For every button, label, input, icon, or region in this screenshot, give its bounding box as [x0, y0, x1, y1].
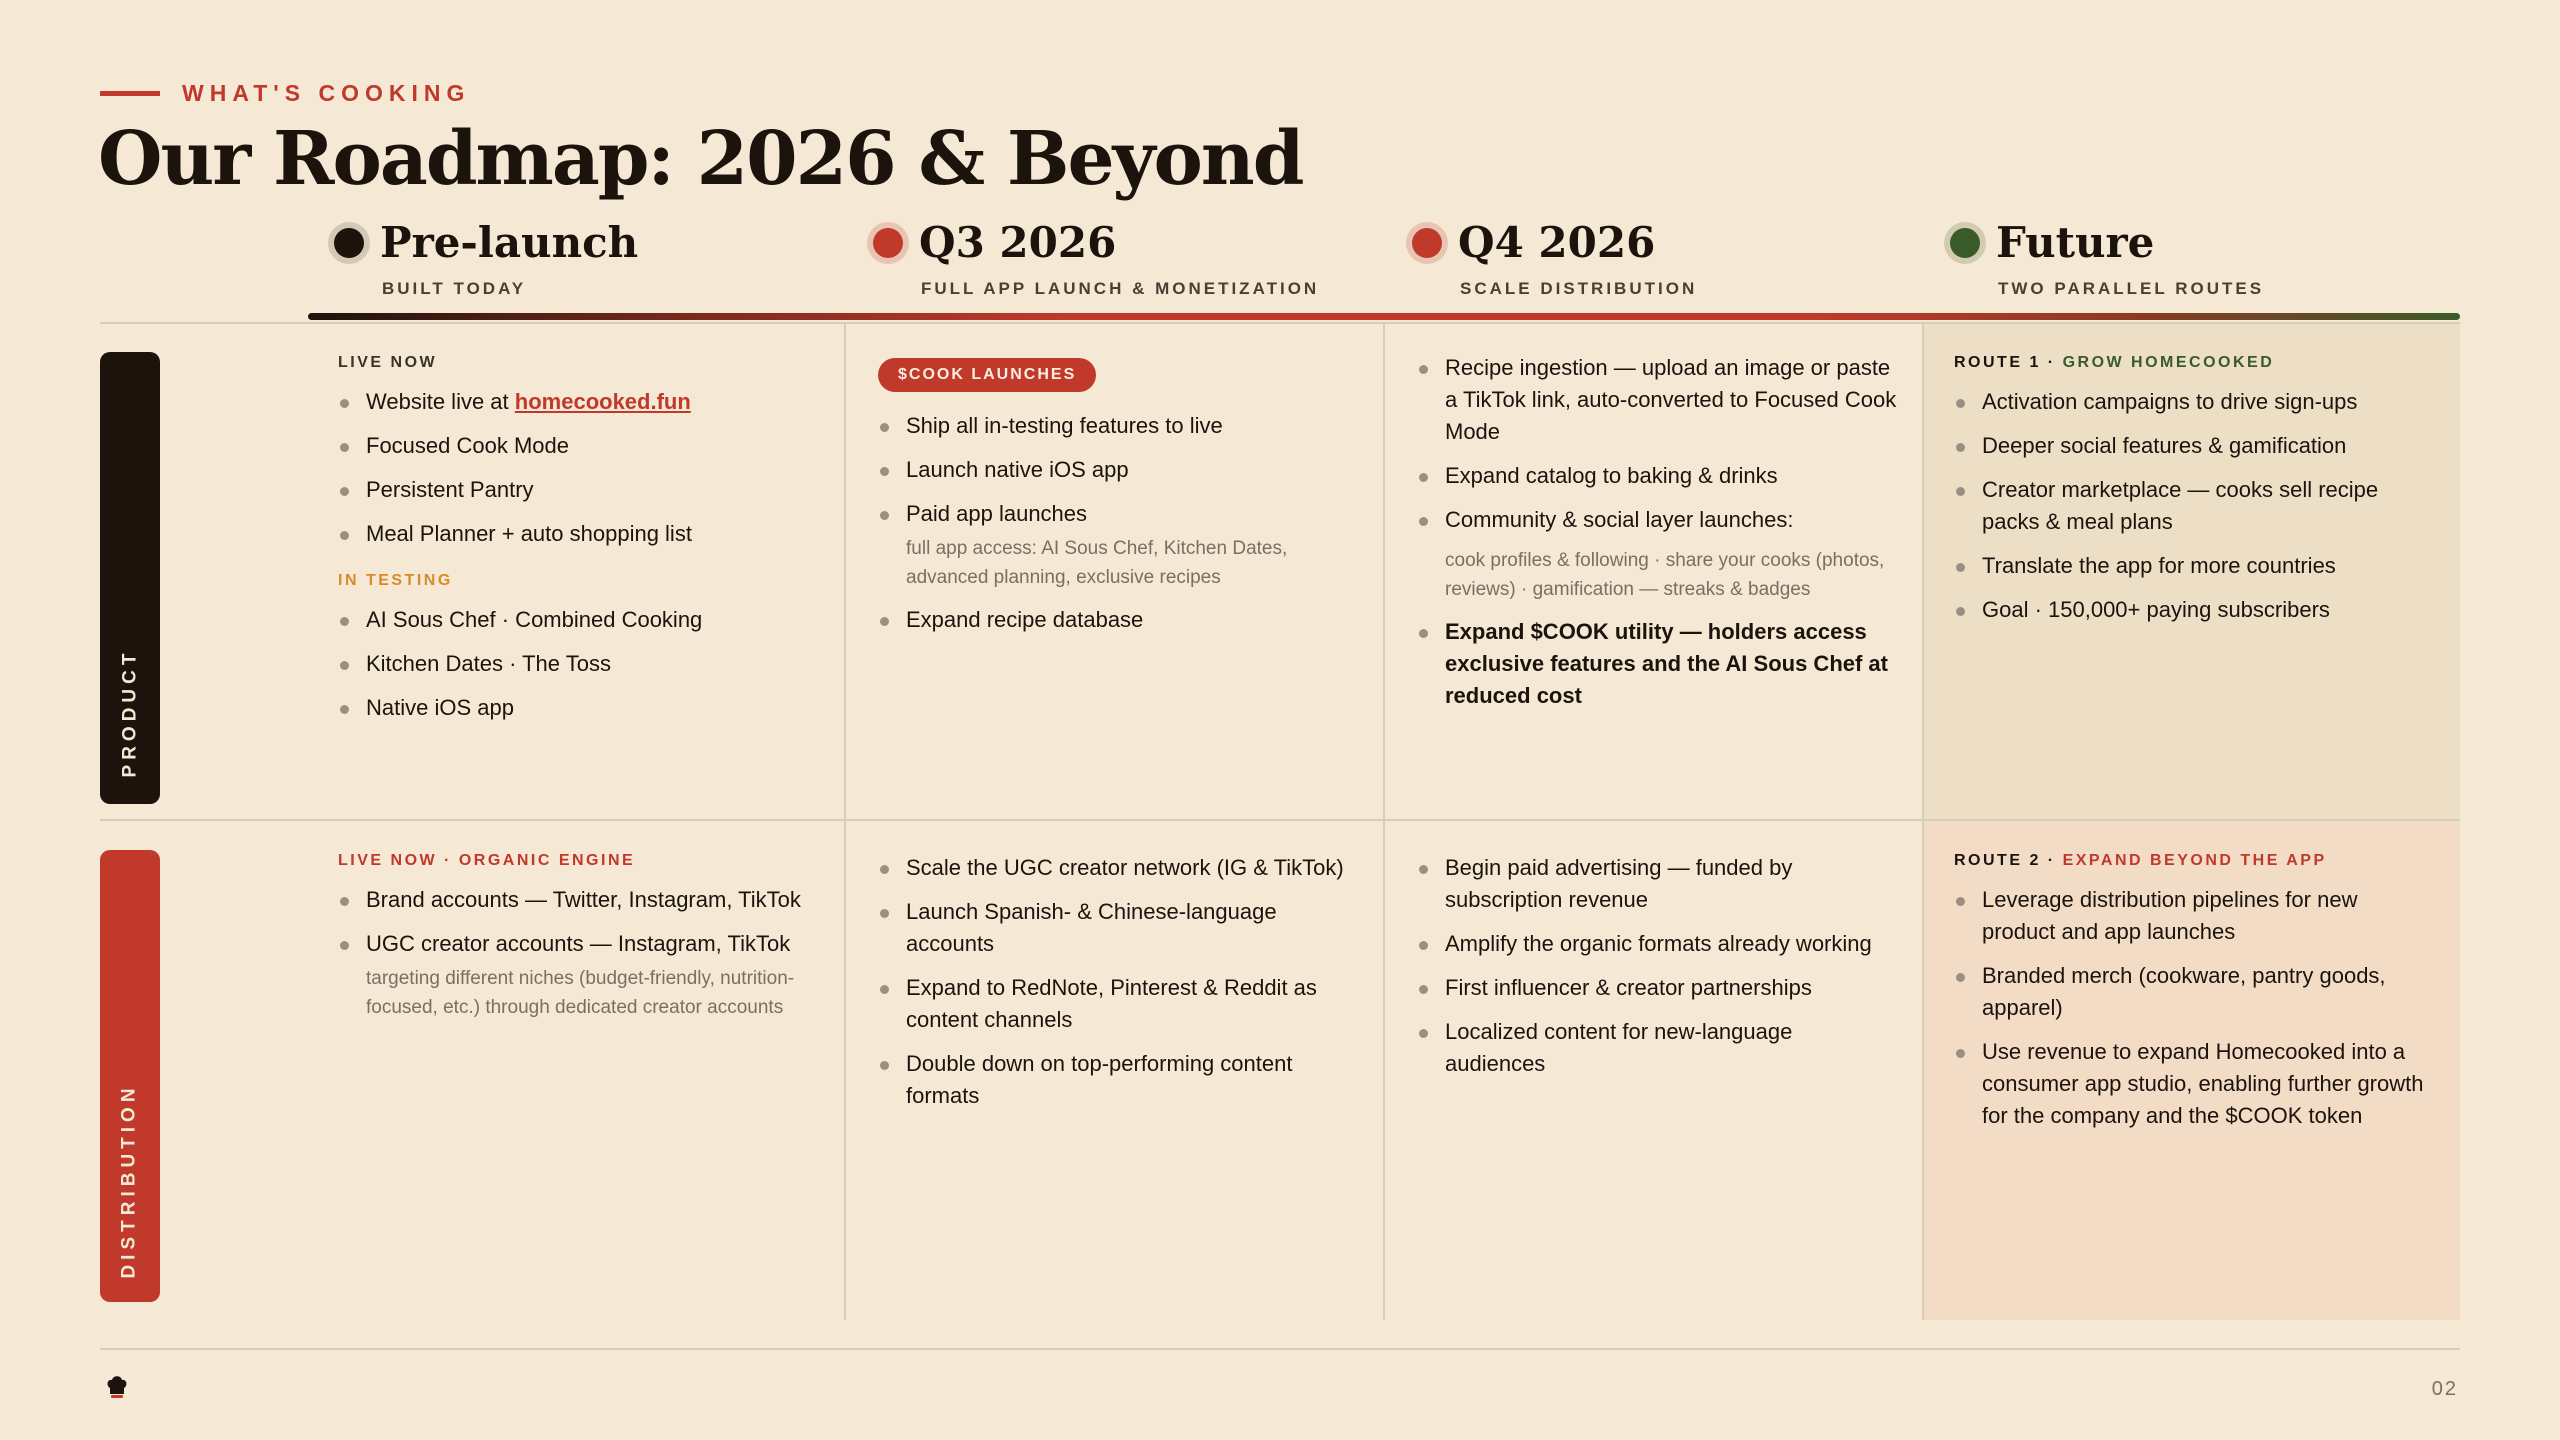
row-label-text: PRODUCT [119, 648, 141, 778]
list-item-text: Paid app launches [906, 501, 1088, 526]
page-number: 02 [2431, 1378, 2458, 1400]
phase-future [1950, 218, 2264, 299]
timeline-bar [308, 313, 2460, 320]
list-item: Kitchen Dates · The Toss [338, 648, 818, 680]
row-label-product [100, 352, 160, 804]
list-item [338, 928, 818, 1022]
row-label-distribution [100, 850, 160, 1302]
list-item [878, 498, 1358, 592]
list-item-note: full app access: AI Sous Chef, Kitchen Dates, advanced planning, exclusive recipes [906, 538, 1288, 588]
list-item [1417, 504, 1897, 604]
list-item: Expand $COOK utility — holders access exclusive features and the AI Sous Chef at reduced cost [1417, 616, 1897, 712]
cook-launch-badge: $COOK LAUNCHES [878, 358, 1096, 392]
list-item: Persistent Pantry [338, 474, 818, 506]
phase-title: Pre-launch [380, 218, 639, 267]
phase-subtitle: BUILT TODAY [382, 279, 527, 298]
list-item: Double down on top-performing content formats [878, 1048, 1358, 1112]
phase-subtitle: TWO PARALLEL ROUTES [1998, 279, 2265, 298]
cell-product-prelaunch [338, 354, 818, 736]
list-item-text: Website live at [366, 389, 515, 414]
website-link[interactable]: homecooked.fun [514, 389, 691, 414]
list [1417, 852, 1897, 1080]
phase-dot-icon [873, 228, 903, 258]
list-item-note: cook profiles & following · share your cooks (photos, reviews) · gamification — streaks & badges [1445, 550, 1885, 600]
route-number: ROUTE 2 · [1954, 852, 2063, 869]
list-item-note: targeting different niches (budget-friendly, nutrition-focused, etc.) through dedicated creator accounts [366, 968, 795, 1018]
list-item: Branded merch (cookware, pantry goods, apparel) [1954, 960, 2434, 1024]
phase-title: Q4 2026 [1458, 218, 1656, 267]
row-divider [100, 819, 2460, 821]
list [338, 884, 818, 1022]
route-label [1954, 852, 2434, 870]
list-item: Expand catalog to baking & drinks [1417, 460, 1897, 492]
phase-q4-2026 [1412, 218, 1697, 299]
list-item: Brand accounts — Twitter, Instagram, TikTok [338, 884, 818, 916]
list [878, 852, 1358, 1112]
footer-divider [100, 1348, 2460, 1350]
list-item [338, 386, 818, 418]
section-label: IN TESTING [338, 572, 453, 589]
list-item-text: Community & social layer launches: [1445, 507, 1794, 532]
chef-hat-icon [106, 1374, 128, 1398]
list-item: Creator marketplace — cooks sell recipe packs & meal plans [1954, 474, 2434, 538]
list [338, 604, 818, 724]
kicker [100, 80, 470, 107]
page-title: Our Roadmap: 2026 & Beyond [98, 116, 1303, 202]
cell-product-future [1954, 354, 2434, 638]
list-item: Launch Spanish- & Chinese-language accounts [878, 896, 1358, 960]
cell-distribution-prelaunch [338, 852, 818, 1034]
list [878, 410, 1358, 636]
kicker-accent-line [100, 91, 160, 96]
phase-subtitle: FULL APP LAUNCH & MONETIZATION [921, 279, 1320, 298]
kicker-text: WHAT'S COOKING [182, 80, 471, 106]
cell-product-q3 [878, 358, 1358, 648]
phase-title: Future [1996, 218, 2155, 267]
list-item: Localized content for new-language audiences [1417, 1016, 1897, 1080]
phase-q3-2026 [873, 218, 1319, 299]
list-item: Native iOS app [338, 692, 818, 724]
column-divider [1383, 322, 1385, 1320]
list-item: Expand recipe database [878, 604, 1358, 636]
list-item: Focused Cook Mode [338, 430, 818, 462]
list-item: Launch native iOS app [878, 454, 1358, 486]
list [1417, 352, 1897, 712]
list-item: Expand to RedNote, Pinterest & Reddit as content channels [878, 972, 1358, 1036]
phase-dot-icon [1412, 228, 1442, 258]
list-item: Meal Planner + auto shopping list [338, 518, 818, 550]
phase-prelaunch [334, 218, 638, 299]
route-label [1954, 354, 2434, 372]
list-item: Ship all in-testing features to live [878, 410, 1358, 442]
list-item: First influencer & creator partnerships [1417, 972, 1897, 1004]
phase-dot-icon [334, 228, 364, 258]
list-item: Recipe ingestion — upload an image or paste a TikTok link, auto-converted to Focused Cook Mode [1417, 352, 1897, 448]
list-item: AI Sous Chef · Combined Cooking [338, 604, 818, 636]
phase-subtitle: SCALE DISTRIBUTION [1460, 279, 1698, 298]
list-item: Deeper social features & gamification [1954, 430, 2434, 462]
phase-title: Q3 2026 [919, 218, 1117, 267]
section-label: LIVE NOW [338, 354, 438, 371]
cell-distribution-q3 [878, 852, 1358, 1124]
list-item: Goal · 150,000+ paying subscribers [1954, 594, 2434, 626]
list-item-text: UGC creator accounts — Instagram, TikTok [366, 931, 791, 956]
route-name: EXPAND BEYOND THE APP [2062, 852, 2327, 869]
list-item: Scale the UGC creator network (IG & TikTok) [878, 852, 1358, 884]
list-item: Amplify the organic formats already working [1417, 928, 1897, 960]
cell-distribution-q4 [1417, 852, 1897, 1092]
list [338, 386, 818, 550]
list-item: Activation campaigns to drive sign-ups [1954, 386, 2434, 418]
list-item: Begin paid advertising — funded by subscription revenue [1417, 852, 1897, 916]
route-name: GROW HOMECOOKED [2062, 354, 2275, 371]
section-label: LIVE NOW · ORGANIC ENGINE [338, 852, 636, 869]
cell-distribution-future [1954, 852, 2434, 1144]
list-item: Translate the app for more countries [1954, 550, 2434, 582]
list-item: Leverage distribution pipelines for new product and app launches [1954, 884, 2434, 948]
column-divider [844, 322, 846, 1320]
phase-dot-icon [1950, 228, 1980, 258]
cell-product-q4 [1417, 352, 1897, 724]
list [1954, 386, 2434, 626]
row-label-text: DISTRIBUTION [119, 1083, 141, 1279]
list-item: Use revenue to expand Homecooked into a consumer app studio, enabling further growth for the company and the $COOK token [1954, 1036, 2434, 1132]
list [1954, 884, 2434, 1132]
column-divider [1922, 322, 1924, 1320]
route-number: ROUTE 1 · [1954, 354, 2063, 371]
